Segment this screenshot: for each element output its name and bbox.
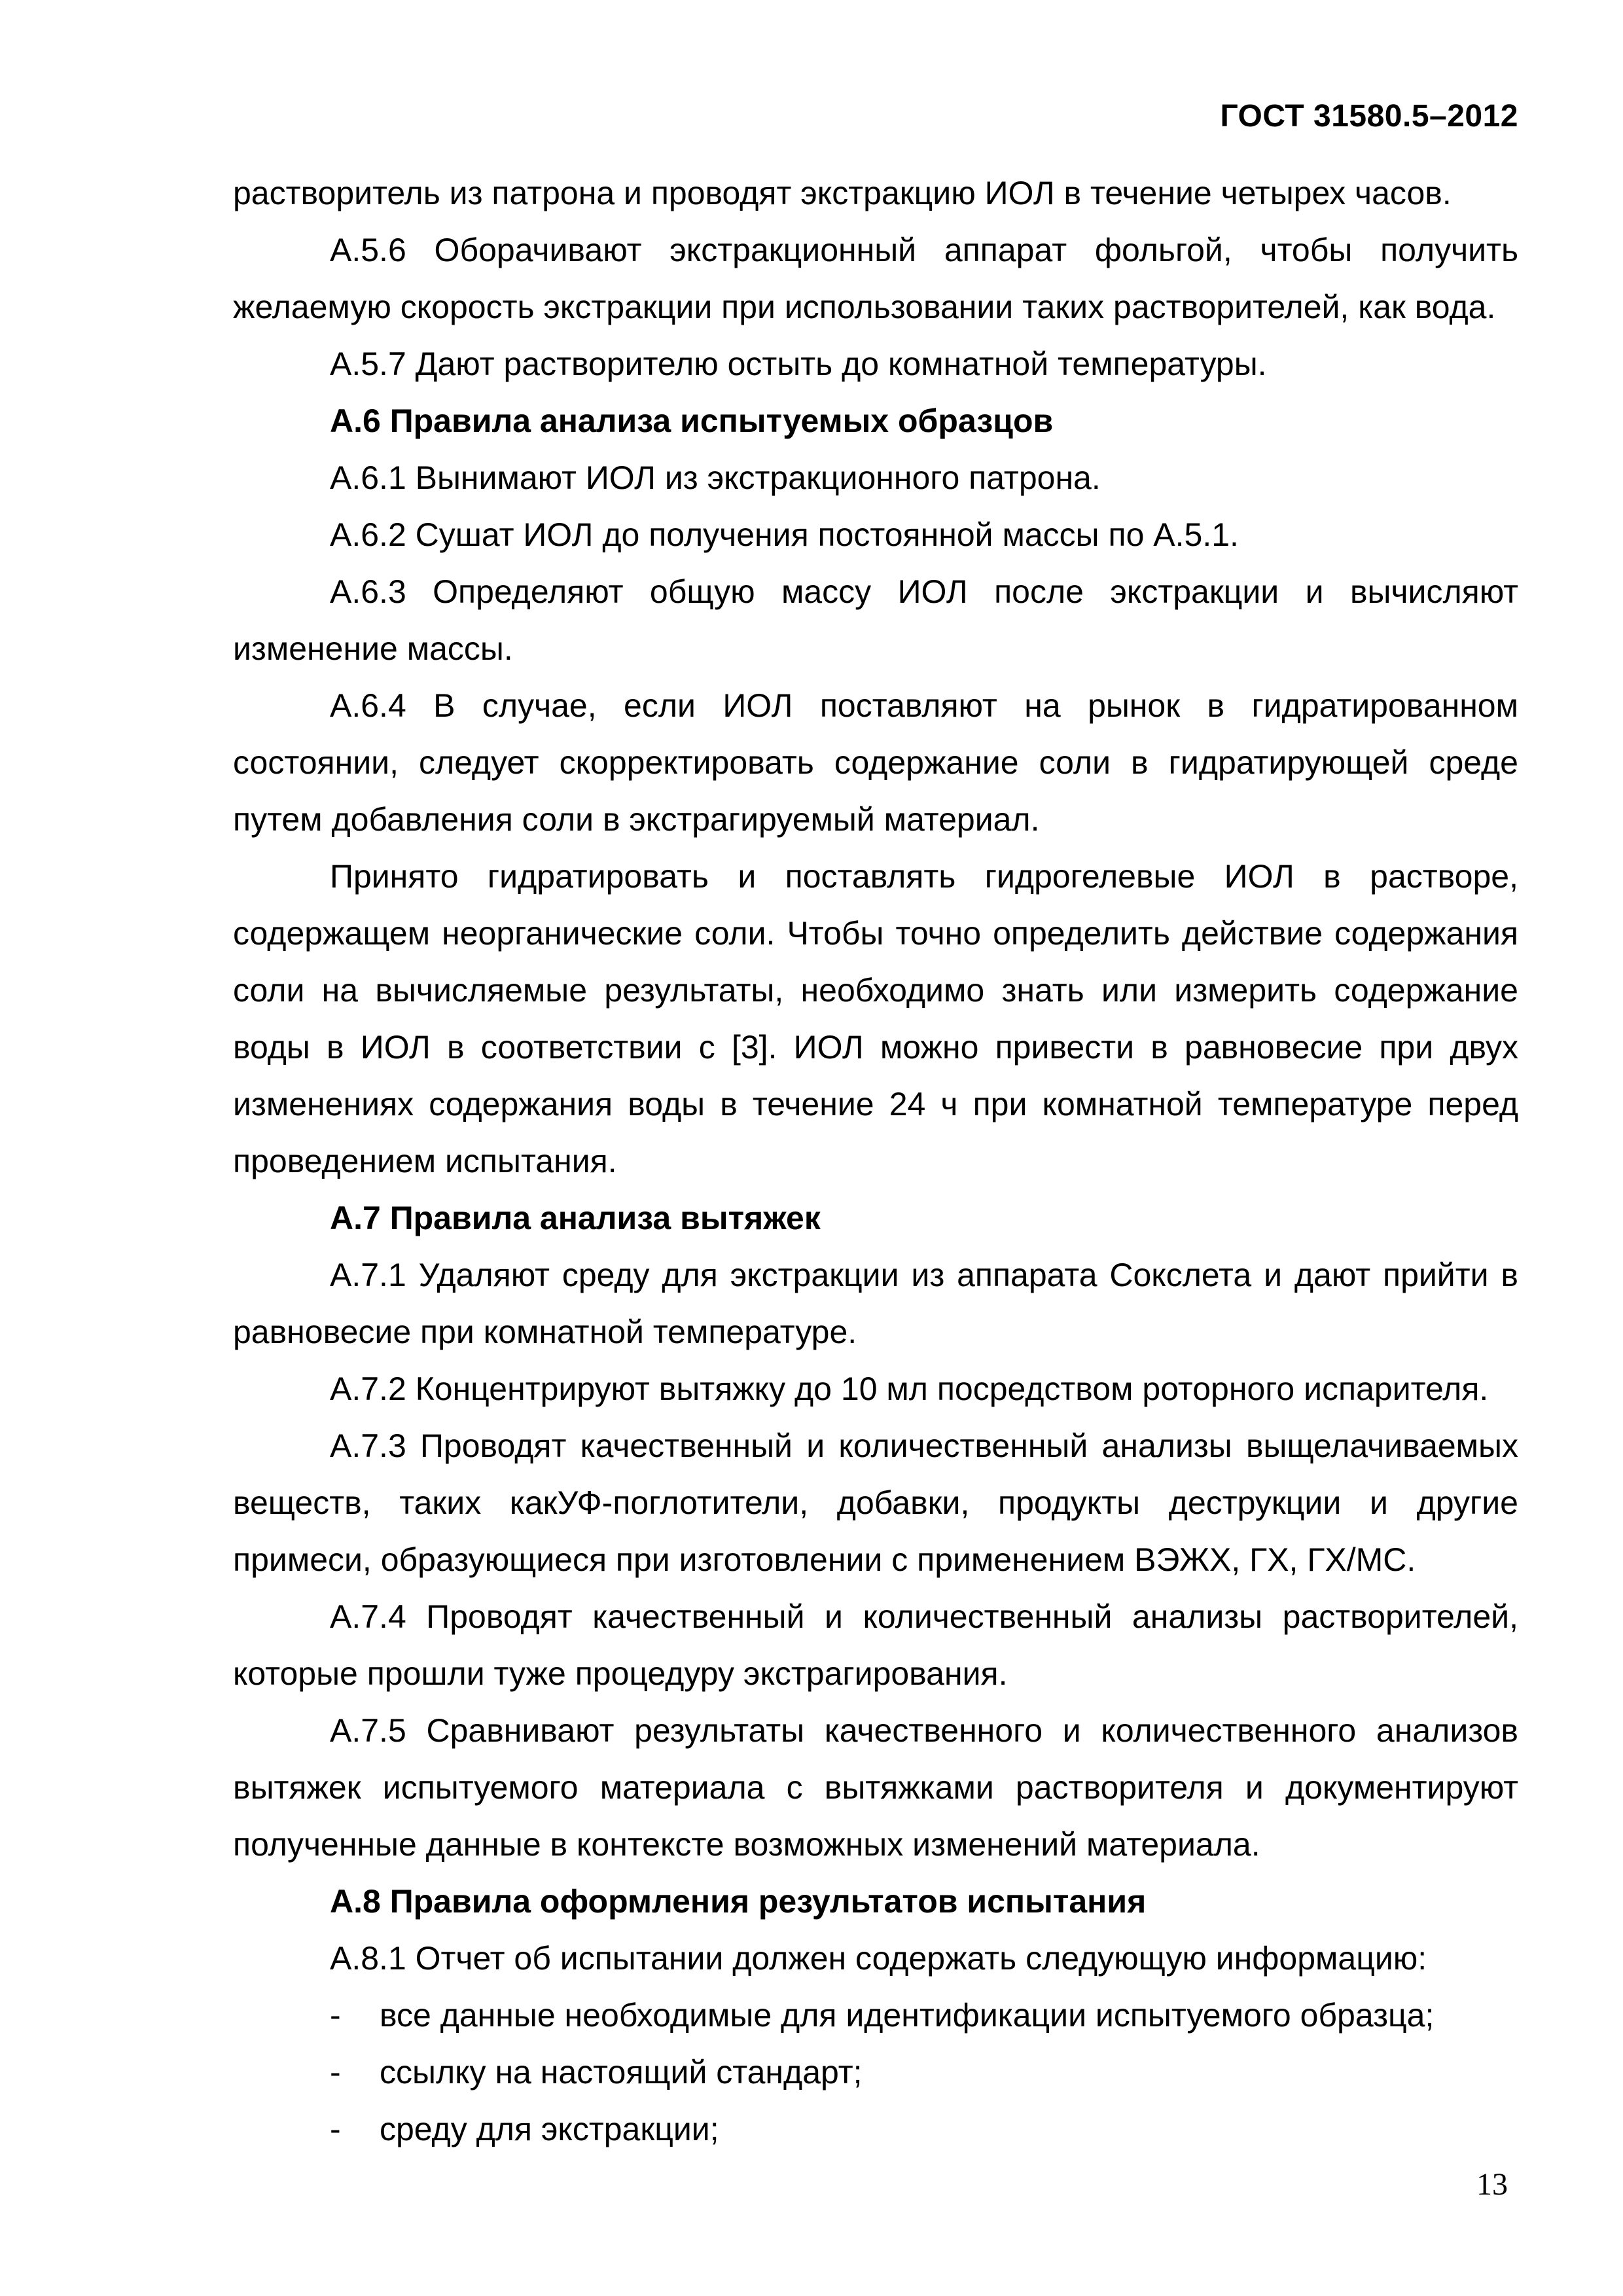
paragraph-hydration-note: Принято гидратировать и поставлять гидрогелевые ИОЛ в растворе, содержащем неорганические соли. Чтобы точно определить действие содержания соли на вычисляемые результаты, необходимо знать или измерить содержание воды в ИОЛ в соответствии с [3]. ИОЛ можно привести в равновесие при двух изменениях содержания воды в течение 24 ч при комнатной температуре перед проведением испытания. [233, 858, 1518, 1179]
paragraph-a-5-6: А.5.6 Оборачивают экстракционный аппарат фольгой, чтобы получить желаемую скорость экстракции при использовании таких растворителей, как вода. [233, 232, 1518, 325]
paragraph-a-7-5: А.7.5 Сравнивают результаты качественного и количественного анализов вытяжек испытуемого материала с вытяжками растворителя и документируют полученные данные в контексте возможных изменений материала. [233, 1712, 1518, 1863]
list-item [233, 2044, 1518, 2101]
document-body [233, 165, 1518, 2158]
list-marker: - [330, 2054, 341, 2090]
list-item [233, 2101, 1518, 2158]
list-marker: - [330, 1997, 341, 2034]
section-heading-a-6: А.6 Правила анализа испытуемых образцов [330, 403, 1054, 439]
paragraph-a-7-3: А.7.3 Проводят качественный и количественный анализы выщелачиваемых веществ, таких какУФ-поглотители, добавки, продукты деструкции и другие примеси, образующиеся при изготовлении с применением ВЭЖХ, ГХ, ГХ/МС. [233, 1427, 1518, 1578]
paragraph-a-5-7: А.5.7 Дают растворителю остыть до комнатной температуры. [330, 346, 1267, 382]
paragraph-a-7-1: А.7.1 Удаляют среду для экстракции из аппарата Сокслета и дают прийти в равновесие при комнатной температуре. [233, 1257, 1518, 1350]
paragraph-a-6-4: А.6.4 В случае, если ИОЛ поставляют на рынок в гидратированном состоянии, следует скорректировать содержание соли в гидратирующей среде путем добавления соли в экстрагируемый материал. [233, 687, 1518, 838]
list-marker: - [330, 2111, 341, 2147]
paragraph-a-7-4: А.7.4 Проводят качественный и количественный анализы растворителей, которые прошли туже процедуру экстрагирования. [233, 1598, 1518, 1692]
list-item [233, 1987, 1518, 2044]
paragraph-continuation: растворитель из патрона и проводят экстракцию ИОЛ в течение четырех часов. [233, 175, 1452, 211]
list-item-text: ссылку на настоящий стандарт; [380, 2054, 863, 2090]
section-heading-a-7: А.7 Правила анализа вытяжек [330, 1200, 821, 1236]
paragraph-a-8-1: А.8.1 Отчет об испытании должен содержать следующую информацию: [330, 1940, 1427, 1977]
paragraph-a-6-1: А.6.1 Вынимают ИОЛ из экстракционного патрона. [330, 459, 1101, 496]
bullet-list [233, 1987, 1518, 2158]
page-number: 13 [1476, 2167, 1508, 2202]
paragraph-a-6-3: А.6.3 Определяют общую массу ИОЛ после экстракции и вычисляют изменение массы. [233, 573, 1518, 667]
paragraph-a-7-2: А.7.2 Концентрируют вытяжку до 10 мл посредством роторного испарителя. [330, 1371, 1489, 1407]
paragraph-a-6-2: А.6.2 Сушат ИОЛ до получения постоянной массы по А.5.1. [330, 516, 1239, 553]
section-heading-a-8: А.8 Правила оформления результатов испытания [330, 1883, 1147, 1920]
list-item-text: среду для экстракции; [380, 2111, 719, 2147]
document-header: ГОСТ 31580.5–2012 [1220, 99, 1518, 134]
list-item-text: все данные необходимые для идентификации испытуемого образца; [380, 1997, 1435, 2034]
